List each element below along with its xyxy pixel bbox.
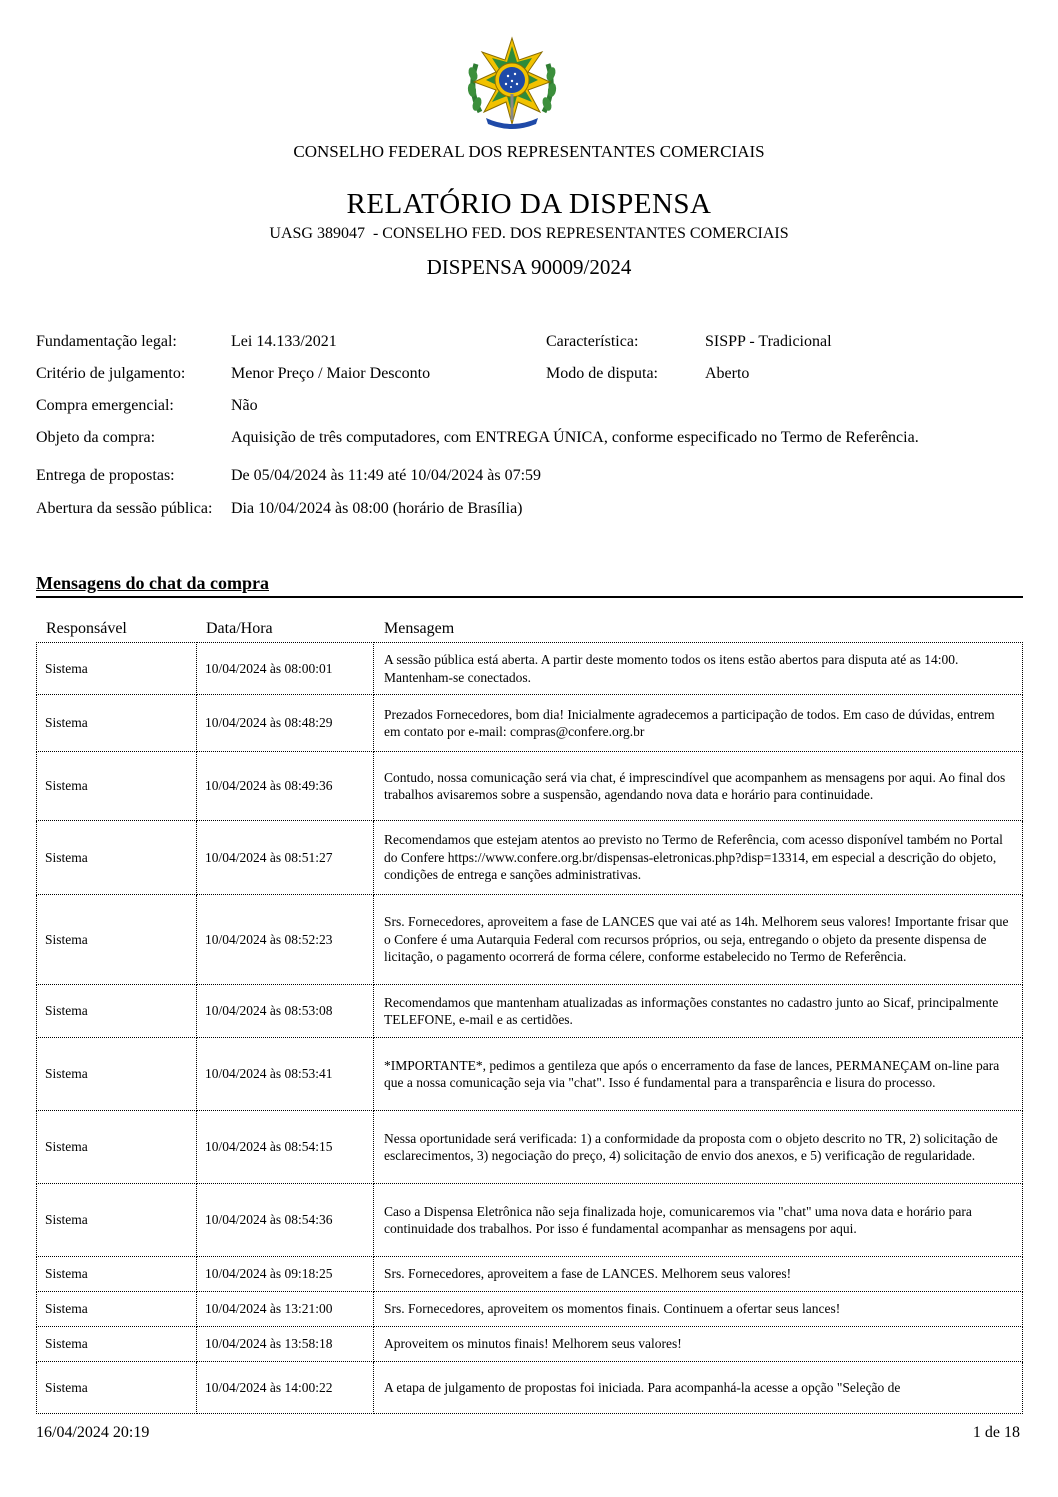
data-hora-cell: 10/04/2024 às 08:49:36 (197, 752, 374, 821)
caracteristica-value: SISPP - Tradicional (705, 333, 832, 350)
objeto-value: Aquisição de três computadores, com ENTREGA ÚNICA, conforme especificado no Termo de Referência. (231, 429, 919, 446)
chat-messages-table (36, 642, 1023, 1414)
data-hora-cell: 10/04/2024 às 08:51:27 (197, 821, 374, 895)
table-row (37, 1327, 1023, 1362)
emergencial-value: Não (231, 397, 258, 414)
table-row (37, 1038, 1023, 1111)
table-row (37, 643, 1023, 695)
mensagem-cell: Nessa oportunidade será verificada: 1) a conformidade da proposta com o objeto descrito no TR, 2) solicitação de esclarecimentos, 3) negociação do preço, 4) solicitação de envio dos anexos, e 5) verificação de regularidade. (374, 1111, 1023, 1184)
data-hora-cell: 10/04/2024 às 09:18:25 (197, 1257, 374, 1292)
responsavel-cell: Sistema (37, 1257, 197, 1292)
footer-page-number: 1 de 18 (972, 1424, 1020, 1441)
mensagem-cell: Contudo, nossa comunicação será via chat, é imprescindível que acompanhem as mensagens por aqui. Ao final dos trabalhos avisaremos sobre a suspensão, agendando nova data e horário para continuidade. (374, 752, 1023, 821)
data-hora-cell: 10/04/2024 às 13:21:00 (197, 1292, 374, 1327)
mensagem-cell: Aproveitem os minutos finais! Melhorem seus valores! (374, 1327, 1023, 1362)
table-row (37, 1111, 1023, 1184)
data-hora-cell: 10/04/2024 às 08:52:23 (197, 895, 374, 985)
responsavel-cell: Sistema (37, 821, 197, 895)
emergencial-label: Compra emergencial: (36, 397, 174, 414)
data-hora-cell: 10/04/2024 às 08:54:15 (197, 1111, 374, 1184)
table-row (37, 1362, 1023, 1414)
entrega-value: De 05/04/2024 às 11:49 até 10/04/2024 às 07:59 (231, 467, 542, 484)
column-header-responsavel: Responsável (46, 620, 127, 637)
data-hora-cell: 10/04/2024 às 14:00:22 (197, 1362, 374, 1414)
mensagem-cell: A sessão pública está aberta. A partir deste momento todos os itens estão abertos para disputa até as 14:00. Mantenham-se conectados. (374, 643, 1023, 695)
mensagem-cell: Caso a Dispensa Eletrônica não seja finalizada hoje, comunicaremos via "chat" uma nova data e horário para continuidade dos trabalhos. Por isso é fundamental acompanhar as mensagens por aqui. (374, 1184, 1023, 1257)
caracteristica-label: Característica: (546, 333, 639, 350)
responsavel-cell: Sistema (37, 1327, 197, 1362)
mensagem-cell: Prezados Fornecedores, bom dia! Inicialmente agradecemos a participação de todos. Em caso de dúvidas, entrem em contato por e-mail: compras@confere.org.br (374, 695, 1023, 752)
modo-disputa-label: Modo de disputa: (546, 365, 658, 382)
responsavel-cell: Sistema (37, 895, 197, 985)
responsavel-cell: Sistema (37, 643, 197, 695)
objeto-label: Objeto da compra: (36, 429, 156, 446)
mensagem-cell: Srs. Fornecedores, aproveitem os momentos finais. Continuem a ofertar seus lances! (374, 1292, 1023, 1327)
coat-of-arms-emblem (462, 34, 562, 130)
data-hora-cell: 10/04/2024 às 08:53:41 (197, 1038, 374, 1111)
mensagem-cell: Recomendamos que estejam atentos ao previsto no Termo de Referência, com acesso disponível também no Portal do Confere https://www.confere.org.br/dispensas-eletronicas.php?disp=13314, em especial a descrição do objeto, condições de entrega e sanções administrativas. (374, 821, 1023, 895)
responsavel-cell: Sistema (37, 752, 197, 821)
data-hora-cell: 10/04/2024 às 08:53:08 (197, 985, 374, 1038)
responsavel-cell: Sistema (37, 1038, 197, 1111)
mensagem-cell: Recomendamos que mantenham atualizadas as informações constantes no cadastro junto ao Sicaf, principalmente TELEFONE, e-mail e as certidões. (374, 985, 1023, 1038)
responsavel-cell: Sistema (37, 985, 197, 1038)
responsavel-cell: Sistema (37, 1362, 197, 1414)
table-row (37, 1292, 1023, 1327)
data-hora-cell: 10/04/2024 às 08:54:36 (197, 1184, 374, 1257)
footer-printed-at: 16/04/2024 20:19 (36, 1424, 150, 1441)
entrega-label: Entrega de propostas: (36, 467, 175, 484)
mensagem-cell: *IMPORTANTE*, pedimos a gentileza que após o encerramento da fase de lances, PERMANEÇAM on-line para que a nossa comunicação seja via "chat". Isso é fundamental para a transparência e lisura do processo. (374, 1038, 1023, 1111)
data-hora-cell: 10/04/2024 às 08:48:29 (197, 695, 374, 752)
table-row (37, 1257, 1023, 1292)
abertura-value: Dia 10/04/2024 às 08:00 (horário de Brasília) (231, 500, 523, 517)
mensagem-cell: Srs. Fornecedores, aproveitem a fase de LANCES que vai até as 14h. Melhorem seus valores! Importante frisar que o Confere é uma Autarquia Federal com recursos próprios, ou seja, entregando o objeto da presente dispensa de licitação, o pagamento ocorrerá de forma célere, conforme estabelecido no Termo de Referência. (374, 895, 1023, 985)
fundamentacao-value: Lei 14.133/2021 (231, 333, 337, 350)
abertura-label: Abertura da sessão pública: (36, 500, 213, 517)
table-row (37, 895, 1023, 985)
report-title: RELATÓRIO DA DISPENSA (346, 188, 712, 220)
table-row (37, 821, 1023, 895)
criterio-label: Critério de julgamento: (36, 365, 186, 382)
uasg-line: UASG 389047 - CONSELHO FED. DOS REPRESENTANTES COMERCIAIS (269, 225, 789, 242)
criterio-value: Menor Preço / Maior Desconto (231, 365, 431, 382)
table-row (37, 1184, 1023, 1257)
data-hora-cell: 10/04/2024 às 13:58:18 (197, 1327, 374, 1362)
table-row (37, 752, 1023, 821)
dispensa-number: DISPENSA 90009/2024 (426, 255, 632, 279)
modo-disputa-value: Aberto (705, 365, 750, 382)
section-divider (36, 596, 1023, 598)
column-header-data-hora: Data/Hora (206, 620, 273, 637)
responsavel-cell: Sistema (37, 695, 197, 752)
table-row (37, 985, 1023, 1038)
organization-name: CONSELHO FEDERAL DOS REPRESENTANTES COMERCIAIS (293, 142, 765, 161)
table-row (37, 695, 1023, 752)
fundamentacao-label: Fundamentação legal: (36, 333, 177, 350)
column-header-mensagem: Mensagem (384, 620, 455, 637)
responsavel-cell: Sistema (37, 1111, 197, 1184)
mensagem-cell: Srs. Fornecedores, aproveitem a fase de LANCES. Melhorem seus valores! (374, 1257, 1023, 1292)
chat-section-title: Mensagens do chat da compra (36, 573, 269, 593)
data-hora-cell: 10/04/2024 às 08:00:01 (197, 643, 374, 695)
responsavel-cell: Sistema (37, 1292, 197, 1327)
mensagem-cell: A etapa de julgamento de propostas foi iniciada. Para acompanhá-la acesse a opção "Seleção de (374, 1362, 1023, 1414)
responsavel-cell: Sistema (37, 1184, 197, 1257)
